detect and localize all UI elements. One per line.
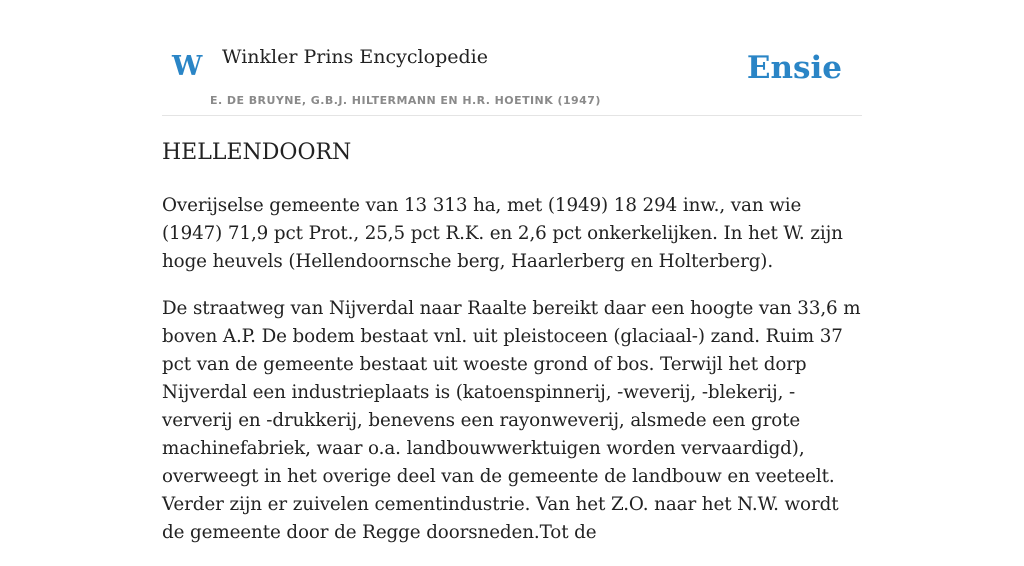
book-authors: E. DE BRUYNE, G.B.J. HILTERMANN EN H.R. HOETINK (1947) xyxy=(210,94,601,107)
book-title[interactable]: Winkler Prins Encyclopedie xyxy=(222,46,488,68)
site-header xyxy=(162,40,862,116)
entry-paragraph: Overijselse gemeente van 13 313 ha, met (1949) 18 294 inw., van wie (1947) 71,9 pct Prot., 25,5 pct R.K. en 2,6 pct onkerkelijken. In het W. zijn hoge heuvels (Hellendoornsche berg, Haarlerberg en Holterberg). xyxy=(162,195,843,272)
entry-content xyxy=(162,192,862,566)
entry-paragraph: De straatweg van Nijverdal naar Raalte bereikt daar een hoogte van 33,6 m boven A.P. De bodem bestaat vnl. uit pleistoceen (glaciaal-) zand. Ruim 37 pct van de gemeente bestaat uit woeste grond of bos. Terwijl het dorp Nijverdal een industrieplaats is (katoenspinnerij, -weverij, -blekerij, -ververij en -drukkerij, benevens een rayonweverij, alsmede een grote machinefabriek, waar o.a. landbouwwerktuigen worden vervaardigd), overweegt in het overige deel van de gemeente de landbouw en veeteelt. Verder zijn er zuivelen cementindustrie. Van het Z.O. naar het N.W. wordt de gemeente door de Regge doorsneden.Tot de xyxy=(162,298,861,543)
entry-title: HELLENDOORN xyxy=(162,140,352,165)
ensie-logo[interactable]: Ensie xyxy=(746,50,842,86)
logo-w-icon[interactable]: W xyxy=(172,51,203,82)
